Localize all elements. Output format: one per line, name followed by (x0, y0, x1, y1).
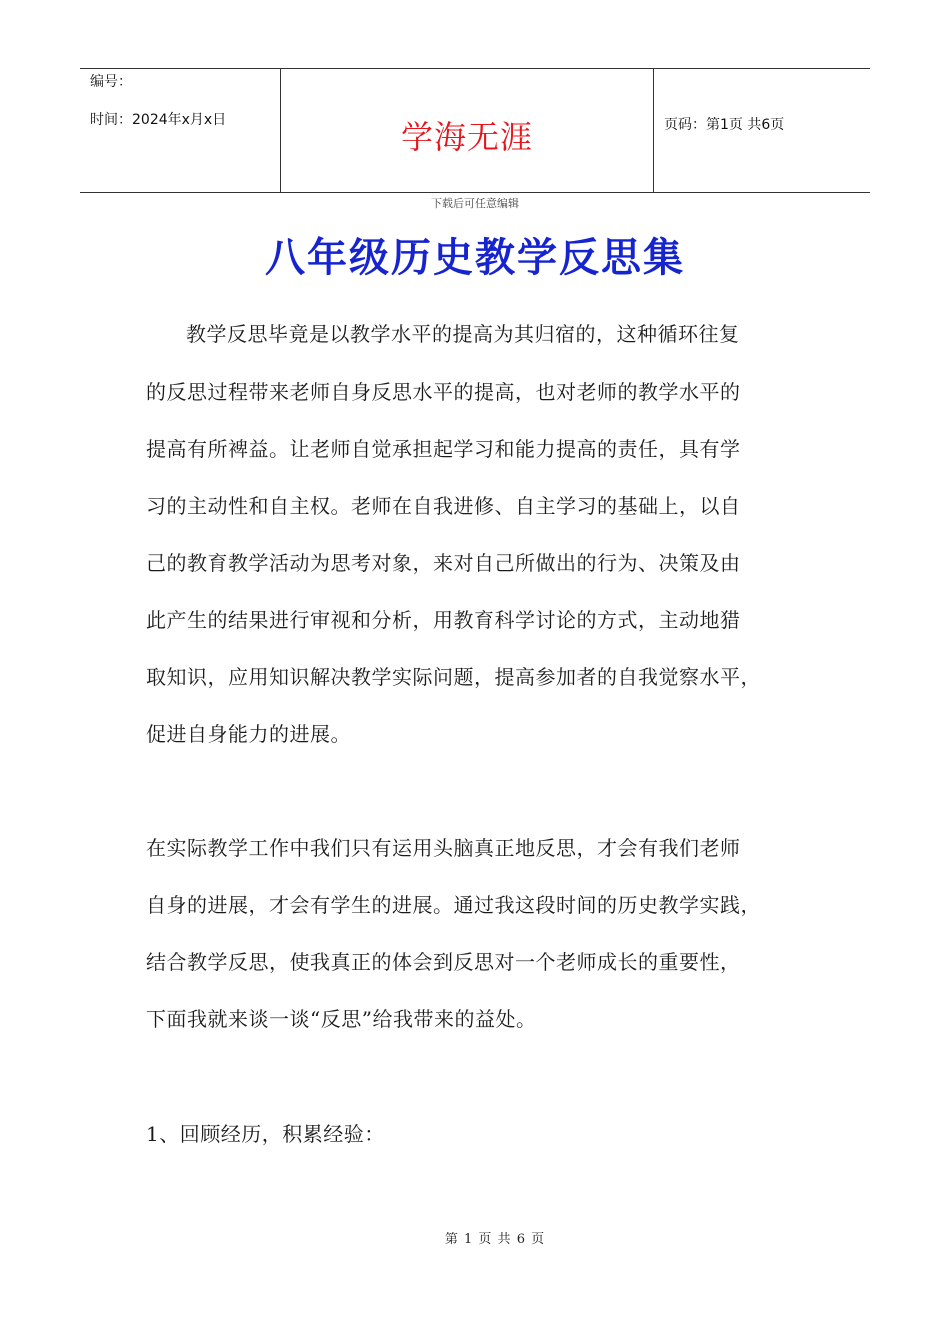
paragraph-line: 提高有所裨益。让老师自觉承担起学习和能力提高的责任，具有学 (146, 437, 741, 461)
paragraph-line: 取知识，应用知识解决教学实际问题，提高参加者的自我觉察水平， (146, 665, 761, 689)
page-label: 页码：第1页 共6页 (664, 117, 785, 133)
paragraph-line: 结合教学反思，使我真正的体会到反思对一个老师成长的重要性， (146, 950, 741, 974)
paragraph-line: 习的主动性和自主权。老师在自我进修、自主学习的基础上，以自 (146, 494, 741, 518)
header-table (80, 68, 870, 193)
paragraph-line: 教学反思毕竟是以教学水平的提高为其归宿的，这种循环往复 (186, 322, 740, 346)
paragraph-line: 促进自身能力的进展。 (146, 722, 351, 746)
paragraph-line: 在实际教学工作中我们只有运用头脑真正地反思，才会有我们老师 (146, 836, 741, 860)
serial-label: 编号： (90, 74, 132, 90)
edit-note: 下载后可任意编辑 (431, 197, 519, 210)
brand-logo: 学海无涯 (400, 117, 533, 156)
header-left-cell (80, 69, 281, 192)
header-right-cell (654, 69, 870, 192)
paragraph-line: 下面我就来谈一谈“反思”给我带来的益处。 (146, 1007, 537, 1031)
header-brand-cell (281, 69, 654, 192)
section-heading: 1、回顾经历，积累经验： (146, 1122, 385, 1146)
paragraph-line: 的反思过程带来老师自身反思水平的提高，也对老师的教学水平的 (146, 380, 741, 404)
page-footer: 第 1 页 共 6 页 (444, 1232, 546, 1247)
paragraph-line: 己的教育教学活动为思考对象，来对自己所做出的行为、决策及由 (146, 551, 741, 575)
time-label: 时间：2024年x月x日 (90, 112, 227, 128)
paragraph-line: 此产生的结果进行审视和分析，用教育科学讨论的方式，主动地猎 (146, 608, 741, 632)
paragraph-line: 自身的进展，才会有学生的进展。通过我这段时间的历史教学实践， (146, 893, 761, 917)
document-title: 八年级历史教学反思集 (265, 235, 685, 281)
